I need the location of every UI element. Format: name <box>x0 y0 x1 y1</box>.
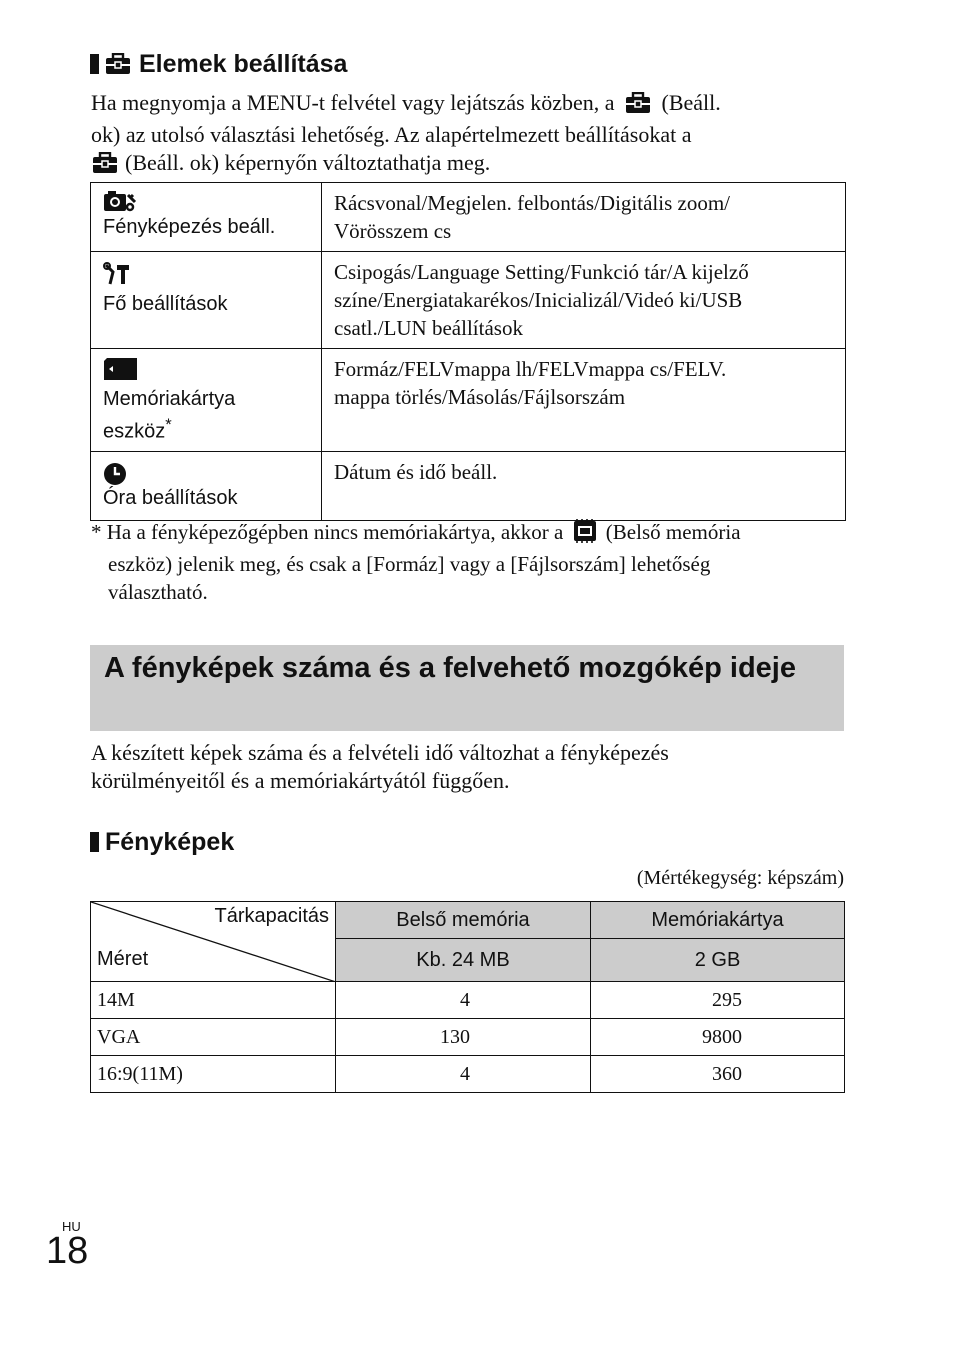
subsection-heading-photos <box>90 828 234 857</box>
para-line: Ha megnyomja a MENU-t felvétel vagy lejátszás közben, a <box>91 90 615 115</box>
table-row <box>91 982 845 1019</box>
para-line: körülményeitől és a memóriakártyától függően. <box>91 768 510 793</box>
subsection-heading-text: Fényképek <box>105 828 235 856</box>
table-row <box>91 451 846 520</box>
heading-marker <box>90 54 99 74</box>
section-heading-text: Elemek beállítása <box>139 50 348 78</box>
table-row <box>91 183 846 252</box>
settings-item-options <box>322 451 846 520</box>
header-size: Méret <box>97 948 149 970</box>
options-line: Formáz/FELVmappa lh/FELVmappa cs/FELV. <box>334 357 727 381</box>
toolbox-icon <box>91 152 119 181</box>
tools-icon <box>103 258 309 292</box>
options-line: színe/Energiatakarékos/Inicializál/Videó ki/USB <box>334 288 743 312</box>
footnote-line: (Belső memória <box>605 520 741 544</box>
section-heading-elemek <box>90 50 347 82</box>
cell-internal: 4 <box>336 982 591 1019</box>
table-row <box>91 252 846 349</box>
footnote-line: * Ha a fényképezőgépben nincs memóriakártya, akkor a <box>91 520 564 544</box>
settings-item-label: Óra beállítások <box>103 486 238 509</box>
cell-card: 295 <box>591 982 845 1019</box>
settings-item-label: Fő beállítások <box>103 293 228 315</box>
footnote-line: választható. <box>108 580 208 604</box>
options-line: Csipogás/Language Setting/Funkció tár/A kijelző <box>334 260 749 284</box>
page-number: 18 <box>46 1230 89 1272</box>
options-line: csatl./LUN beállítások <box>334 316 523 340</box>
language-code: HU <box>62 1219 81 1234</box>
settings-table <box>90 182 846 521</box>
header-card-size: 2 GB <box>591 939 845 982</box>
para-line: (Beáll. <box>661 90 721 115</box>
diagonal-header-cell <box>91 902 336 982</box>
settings-item <box>91 252 322 349</box>
header-card: Memóriakártya <box>591 902 845 939</box>
cell-card: 360 <box>591 1056 845 1093</box>
toolbox-icon <box>105 53 131 82</box>
settings-item <box>91 451 322 520</box>
cell-card: 9800 <box>591 1019 845 1056</box>
settings-item <box>91 183 322 252</box>
table-header-row <box>91 902 845 939</box>
label-text: Memóriakártya eszköz <box>103 388 236 443</box>
clock-icon <box>103 458 309 486</box>
footnote-marker: * <box>165 415 172 434</box>
options-line: Rácsvonal/Megjelen. felbontás/Digitális zoom/ <box>334 191 730 215</box>
heading-marker <box>90 832 99 852</box>
memory-card-icon <box>103 355 309 387</box>
photos-table <box>90 901 845 1093</box>
table-row <box>91 1019 845 1056</box>
cell-internal: 4 <box>336 1056 591 1093</box>
header-internal-size: Kb. 24 MB <box>336 939 591 982</box>
options-line: Vörösszem cs <box>334 219 452 243</box>
table-row <box>91 1056 845 1093</box>
footnote <box>91 518 851 606</box>
settings-item-label: Fényképezés beáll. <box>103 216 276 238</box>
cell-size: 14M <box>91 982 336 1019</box>
para-line: A készített képek száma és a felvételi idő változhat a fényképezés <box>91 740 669 765</box>
settings-item-options <box>322 183 846 252</box>
section-title-band <box>90 645 844 731</box>
settings-item <box>91 349 322 452</box>
internal-memory-icon <box>572 519 598 550</box>
section2-paragraph <box>91 739 851 795</box>
settings-item-options <box>322 349 846 452</box>
options-line: Dátum és idő beáll. <box>334 459 498 484</box>
settings-item-options <box>322 252 846 349</box>
para-line: ok) az utolsó választási lehetőség. Az alapértelmezett beállításokat a <box>91 122 692 147</box>
section1-paragraph <box>91 89 851 181</box>
unit-note: (Mértékegység: képszám) <box>636 867 844 889</box>
cell-size: VGA <box>91 1019 336 1056</box>
cell-internal: 130 <box>336 1019 591 1056</box>
toolbox-icon <box>624 92 652 121</box>
options-line: mappa törlés/Másolás/Fájlsorszám <box>334 385 626 409</box>
section-title: A fényképek száma és a felvehető mozgókép ideje <box>104 652 796 684</box>
camera-settings-icon <box>103 189 309 215</box>
settings-item-label <box>103 387 309 445</box>
header-capacity: Tárkapacitás <box>214 905 329 927</box>
header-internal: Belső memória <box>336 902 591 939</box>
para-line: (Beáll. ok) képernyőn változtathatja meg. <box>125 150 491 175</box>
cell-size: 16:9(11M) <box>91 1056 336 1093</box>
footnote-line: eszköz) jelenik meg, és csak a [Formáz] vagy a [Fájlsorszám] lehetőség <box>108 552 711 576</box>
table-row <box>91 349 846 452</box>
